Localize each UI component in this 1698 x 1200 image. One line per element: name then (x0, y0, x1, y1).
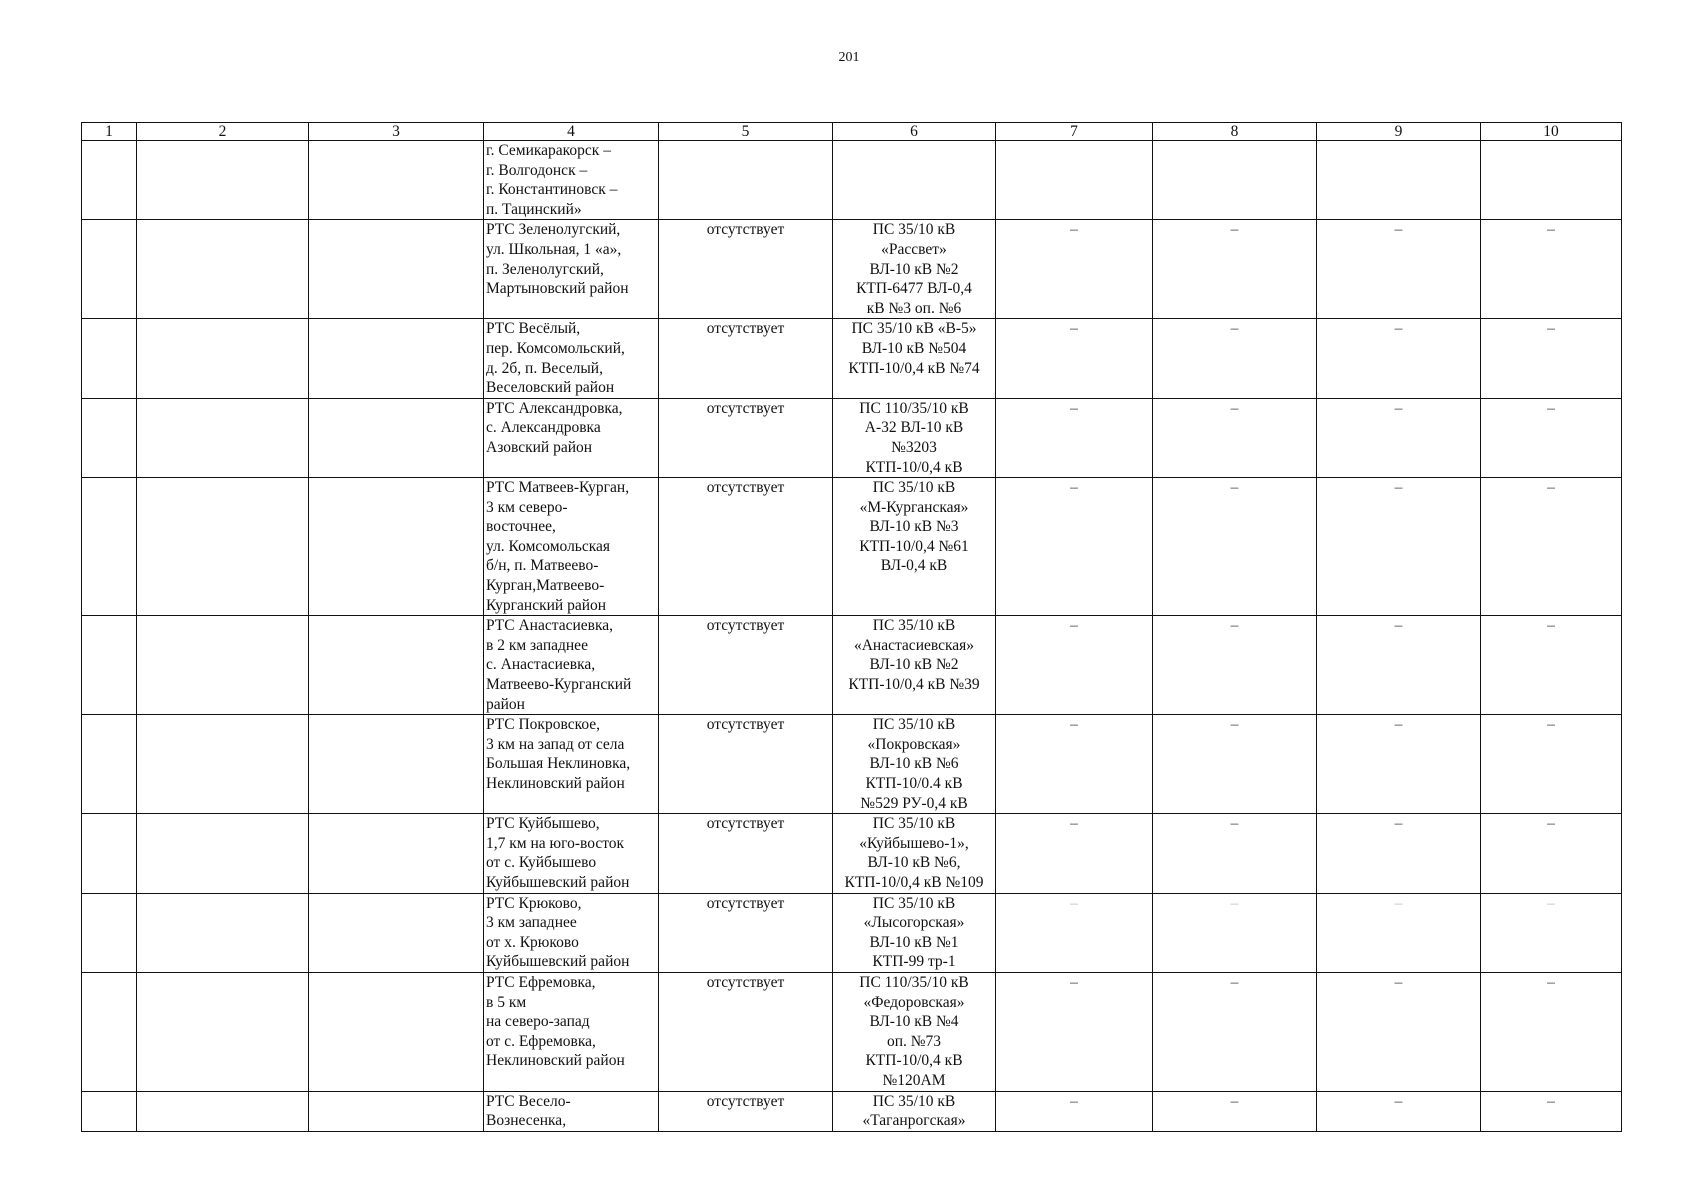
column-number-header-row (82, 123, 1622, 141)
address-line: Вознесенка, (486, 1112, 567, 1130)
address-line: 3 км на запад от села (486, 735, 625, 753)
dash-cell-col-9: – (1317, 319, 1481, 398)
address-cell (484, 319, 659, 398)
dash-cell-col-8: – (1153, 715, 1317, 814)
address-line: в 2 км западнее (486, 636, 588, 654)
connection-line: «Покровская» (867, 735, 961, 753)
availability-cell: отсутствует (659, 616, 833, 715)
address-line: ул. Комсомольская (486, 537, 611, 555)
dash-cell-col-8: – (1153, 319, 1317, 398)
connection-point-cell (833, 1091, 996, 1131)
address-line: Веселовский район (486, 379, 615, 397)
dash-cell-col-7: – (996, 319, 1153, 398)
cell-col-2 (137, 814, 309, 893)
address-line: РТС Весело- (486, 1092, 571, 1110)
dash-cell-col-7: – (996, 398, 1153, 477)
connection-point-cell (833, 972, 996, 1091)
dash-cell-col-10: – (1481, 319, 1622, 398)
address-line: 3 км северо- (486, 498, 568, 516)
address-line: п. Зеленолугский, (486, 260, 604, 278)
dash-cell-col-10: – (1481, 220, 1622, 319)
availability-cell: отсутствует (659, 478, 833, 616)
connection-line: ПС 35/10 кВ (872, 716, 956, 734)
cell-col-3 (309, 220, 484, 319)
connection-point-cell (833, 616, 996, 715)
connection-line: ВЛ-0,4 кВ (880, 557, 948, 575)
cell-col-3 (309, 616, 484, 715)
dash-cell-col-7: – (996, 616, 1153, 715)
cell-col-2 (137, 319, 309, 398)
availability-cell: отсутствует (659, 715, 833, 814)
connection-line: ВЛ-10 кВ №6, (867, 854, 961, 872)
address-line: Мартыновский район (486, 280, 629, 298)
cell-col-3 (309, 478, 484, 616)
address-line: Куйбышевский район (486, 873, 630, 891)
address-line: б/н, п. Матвеево- (486, 557, 599, 575)
address-line: с. Анастасиевка, (486, 656, 596, 674)
connection-point-cell (833, 220, 996, 319)
connection-line: ПС 35/10 кВ (872, 894, 956, 912)
cell-col-1 (82, 398, 137, 477)
connection-line: ВЛ-10 кВ №2 (869, 260, 959, 278)
dash-cell-col-8: – (1153, 478, 1317, 616)
connection-line: «Рассвет» (881, 240, 947, 258)
table-row (82, 715, 1622, 814)
address-line: пер. Комсомольский, (486, 339, 625, 357)
connection-line: КТП-10/0,4 кВ (865, 458, 963, 476)
address-line: в 5 км (486, 993, 527, 1011)
connection-line: ВЛ-10 кВ №504 (861, 339, 967, 357)
cell-col-1 (82, 972, 137, 1091)
dash-cell-col-10: – (1481, 814, 1622, 893)
column-header-8: 8 (1153, 123, 1317, 141)
dash-cell-col-9: – (1317, 715, 1481, 814)
dash-cell-col-8: – (1153, 398, 1317, 477)
availability-cell: отсутствует (659, 220, 833, 319)
table-row (82, 972, 1622, 1091)
address-line: РТС Весёлый, (486, 320, 581, 338)
address-cell (484, 972, 659, 1091)
dash-cell-col-9: – (1317, 1091, 1481, 1131)
address-line: РТС Ефремовка, (486, 973, 596, 991)
address-line: п. Тацинский» (486, 200, 582, 218)
dash-cell-col-8: – (1153, 1091, 1317, 1131)
connection-line: ВЛ-10 кВ №2 (869, 656, 959, 674)
connection-line: «Куйбышево-1», (859, 834, 969, 852)
connection-line: КТП-10/0,4 кВ №74 (848, 359, 980, 377)
connection-point-cell (833, 893, 996, 972)
address-line: РТС Покровское, (486, 716, 601, 734)
table-row (82, 478, 1622, 616)
address-cell (484, 715, 659, 814)
connection-point-cell (833, 141, 996, 220)
connection-line: А-32 ВЛ-10 кВ (864, 419, 964, 437)
connection-line: ПС 35/10 кВ (872, 815, 956, 833)
dash-cell-col-7: – (996, 220, 1153, 319)
table-row (82, 616, 1622, 715)
connection-point-cell (833, 715, 996, 814)
dash-cell-col-7: – (996, 814, 1153, 893)
dash-cell-col-9: – (1317, 616, 1481, 715)
address-line: Матвеево-Курганский (486, 676, 632, 694)
dash-cell-col-9: – (1317, 398, 1481, 477)
dash-cell-col-9: – (1317, 814, 1481, 893)
cell-col-1 (82, 478, 137, 616)
cell-col-1 (82, 616, 137, 715)
dash-cell-col-9: – (1317, 220, 1481, 319)
address-line: Куйбышевский район (486, 953, 630, 971)
table-row (82, 814, 1622, 893)
connection-line: «Федоровская» (863, 993, 965, 1011)
dash-cell-col-8: – (1153, 893, 1317, 972)
cell-col-1 (82, 319, 137, 398)
address-cell (484, 220, 659, 319)
address-line: Курганский район (486, 596, 607, 614)
cell-col-2 (137, 398, 309, 477)
column-header-5: 5 (659, 123, 833, 141)
cell-col-2 (137, 616, 309, 715)
connection-line: №3203 (891, 438, 937, 456)
column-header-3: 3 (309, 123, 484, 141)
connection-line: ПС 110/35/10 кВ (859, 973, 969, 991)
connection-line: ВЛ-10 кВ №6 (869, 755, 959, 773)
dash-cell-col-7: – (996, 893, 1153, 972)
address-cell (484, 398, 659, 477)
column-header-1: 1 (82, 123, 137, 141)
cell-col-3 (309, 814, 484, 893)
cell-col-2 (137, 972, 309, 1091)
cell-col-3 (309, 893, 484, 972)
table-row (82, 141, 1622, 220)
table-row (82, 220, 1622, 319)
table-row (82, 319, 1622, 398)
connection-line: ПС 35/10 кВ (872, 1092, 956, 1110)
availability-cell: отсутствует (659, 1091, 833, 1131)
cell-col-1 (82, 715, 137, 814)
dash-cell-col-10 (1481, 141, 1622, 220)
connection-line: «Таганрогская» (862, 1112, 966, 1130)
address-line: г. Семикаракорск – (486, 142, 611, 159)
address-cell (484, 893, 659, 972)
connection-line: ПС 35/10 кВ (872, 617, 956, 635)
address-line: Азовский район (486, 438, 593, 456)
availability-cell: отсутствует (659, 814, 833, 893)
dash-cell-col-10: – (1481, 478, 1622, 616)
table-row (82, 1091, 1622, 1131)
address-line: от с. Ефремовка, (486, 1032, 596, 1050)
address-line: РТС Крюково, (486, 894, 582, 912)
cell-col-2 (137, 478, 309, 616)
cell-col-2 (137, 1091, 309, 1131)
connection-point-cell (833, 319, 996, 398)
dash-cell-col-8: – (1153, 814, 1317, 893)
cell-col-3 (309, 715, 484, 814)
cell-col-3 (309, 319, 484, 398)
cell-col-2 (137, 893, 309, 972)
connection-line: ВЛ-10 кВ №1 (869, 933, 959, 951)
address-line: д. 2б, п. Веселый, (486, 359, 603, 377)
connection-line: ВЛ-10 кВ №4 (869, 1013, 959, 1031)
connection-line: КТП-10/0,4 кВ (865, 1052, 963, 1070)
connection-line: КТП-99 тр-1 (872, 953, 956, 971)
availability-cell (659, 141, 833, 220)
column-header-10: 10 (1481, 123, 1622, 141)
cell-col-2 (137, 715, 309, 814)
page-number: 201 (838, 50, 860, 65)
cell-col-2 (137, 220, 309, 319)
cell-col-3 (309, 1091, 484, 1131)
cell-col-1 (82, 220, 137, 319)
connection-line: КТП-10/0,4 кВ №39 (848, 676, 980, 694)
address-cell (484, 1091, 659, 1131)
connection-line: ПС 35/10 кВ (872, 221, 956, 239)
document-table (81, 122, 1622, 1132)
table-row (82, 398, 1622, 477)
dash-cell-col-9: – (1317, 478, 1481, 616)
address-cell (484, 141, 659, 220)
dash-cell-col-8 (1153, 141, 1317, 220)
dash-cell-col-7: – (996, 1091, 1153, 1131)
dash-cell-col-9: – (1317, 893, 1481, 972)
cell-col-3 (309, 398, 484, 477)
address-line: РТС Зеленолугский, (486, 221, 621, 239)
connection-line: кВ №3 оп. №6 (866, 299, 962, 317)
address-line: восточнее, (486, 518, 556, 536)
address-line: РТС Куйбышево, (486, 815, 600, 833)
address-line: 1,7 км на юго-восток (486, 834, 625, 852)
address-line: г. Константиновск – (486, 181, 618, 199)
availability-cell: отсутствует (659, 893, 833, 972)
connection-line: №120АМ (882, 1071, 946, 1089)
address-line: РТС Анастасиевка, (486, 617, 614, 635)
cell-col-3 (309, 141, 484, 220)
connection-line: ПС 35/10 кВ (872, 479, 956, 497)
address-cell (484, 616, 659, 715)
dash-cell-col-7 (996, 141, 1153, 220)
availability-cell: отсутствует (659, 319, 833, 398)
address-line: РТС Матвеев-Курган, (486, 479, 630, 497)
table-body (82, 141, 1622, 1132)
address-cell (484, 478, 659, 616)
address-line: ул. Школьная, 1 «а», (486, 240, 622, 258)
column-header-2: 2 (137, 123, 309, 141)
connection-line: ВЛ-10 кВ №3 (869, 518, 959, 536)
address-line: район (486, 695, 525, 713)
cell-col-1 (82, 141, 137, 220)
connection-point-cell (833, 478, 996, 616)
connection-line: КТП-10/0,4 кВ №109 (844, 873, 984, 891)
column-header-9: 9 (1317, 123, 1481, 141)
cell-col-1 (82, 1091, 137, 1131)
address-line: от с. Куйбышево (486, 854, 597, 872)
dash-cell-col-10: – (1481, 616, 1622, 715)
dash-cell-col-10: – (1481, 398, 1622, 477)
address-cell (484, 814, 659, 893)
address-line: Неклиновский район (486, 1052, 625, 1070)
address-line: РТС Александровка, (486, 399, 623, 417)
dash-cell-col-10: – (1481, 972, 1622, 1091)
cell-col-1 (82, 893, 137, 972)
column-header-6: 6 (833, 123, 996, 141)
connection-point-cell (833, 398, 996, 477)
connection-line: КТП-10/0,4 №61 (859, 537, 969, 555)
connection-line: оп. №73 (886, 1032, 942, 1050)
column-header-7: 7 (996, 123, 1153, 141)
connection-line: «Анастасиевская» (853, 636, 975, 654)
cell-col-1 (82, 814, 137, 893)
address-line: Курган,Матвеево- (486, 577, 605, 595)
dash-cell-col-10: – (1481, 715, 1622, 814)
address-line: на северо-запад (486, 1013, 590, 1031)
dash-cell-col-8: – (1153, 616, 1317, 715)
address-line: г. Волгодонск – (486, 161, 588, 179)
table-row (82, 893, 1622, 972)
connection-line: ПС 35/10 кВ «В-5» (851, 320, 977, 338)
dash-cell-col-10: – (1481, 1091, 1622, 1131)
dash-cell-col-7: – (996, 715, 1153, 814)
connection-line: КТП-10/0.4 кВ (865, 775, 963, 792)
cell-col-2 (137, 141, 309, 220)
connection-line: КТП-6477 ВЛ-0,4 (856, 280, 972, 298)
cell-col-3 (309, 972, 484, 1091)
column-header-4: 4 (484, 123, 659, 141)
dash-cell-col-9: – (1317, 972, 1481, 1091)
address-line: 3 км западнее (486, 914, 577, 932)
dash-cell-col-7: – (996, 972, 1153, 1091)
connection-line: №529 РУ-0,4 кВ (860, 794, 968, 812)
availability-cell: отсутствует (659, 972, 833, 1091)
dash-cell-col-9 (1317, 141, 1481, 220)
address-line: с. Александровка (486, 419, 601, 437)
dash-cell-col-10: – (1481, 893, 1622, 972)
dash-cell-col-7: – (996, 478, 1153, 616)
availability-cell: отсутствует (659, 398, 833, 477)
connection-point-cell (833, 814, 996, 893)
connection-line: «Лысогорская» (863, 914, 965, 932)
dash-cell-col-8: – (1153, 972, 1317, 1091)
address-line: Неклиновский район (486, 775, 625, 792)
address-line: от х. Крюково (486, 933, 579, 951)
connection-line: «М-Курганская» (859, 498, 969, 516)
address-line: Большая Неклиновка, (486, 755, 631, 773)
connection-line: ПС 110/35/10 кВ (859, 399, 969, 417)
dash-cell-col-8: – (1153, 220, 1317, 319)
